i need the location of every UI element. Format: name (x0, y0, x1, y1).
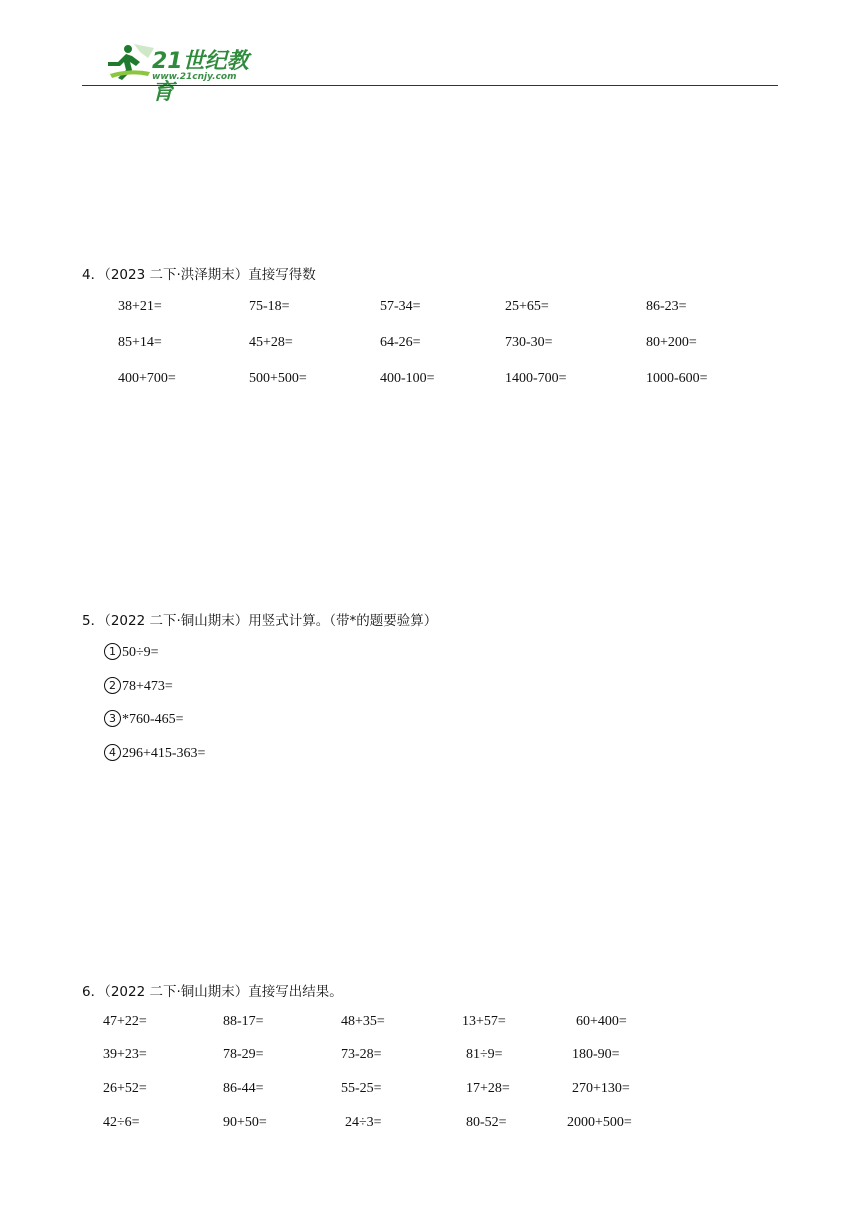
header-rule (82, 85, 778, 86)
q4-expression: 80+200= (646, 335, 697, 350)
q4-expression: 45+28= (249, 335, 293, 350)
q4-expression: 730-30= (505, 335, 553, 350)
q6-expression: 73-28= (341, 1047, 382, 1062)
logo-url: www.21cnjy.com (152, 72, 237, 82)
runner-logo-icon (104, 42, 156, 82)
q6-expression: 13+57= (462, 1014, 506, 1029)
q4-expression: 25+65= (505, 299, 549, 314)
question-6-title: 6．（2022 二下·铜山期末）直接写出结果。 (82, 984, 343, 1000)
q4-expression: 64-26= (380, 335, 421, 350)
q6-expression: 86-44= (223, 1081, 264, 1096)
circled-number: 4 (104, 744, 121, 761)
logo-text: 21世纪教育 (152, 49, 249, 105)
header-logo (100, 40, 270, 105)
q6-expression: 60+400= (576, 1014, 627, 1029)
q5-expression: 50÷9= (122, 645, 159, 660)
q6-expression: 90+50= (223, 1115, 267, 1130)
q4-expression: 57-34= (380, 299, 421, 314)
q4-expression: 500+500= (249, 371, 307, 386)
q6-expression: 39+23= (103, 1047, 147, 1062)
q6-expression: 81÷9= (466, 1047, 503, 1062)
question-5-title: 5．（2022 二下·铜山期末）用竖式计算。（带*的题要验算） (82, 613, 438, 629)
q5-item (104, 643, 159, 661)
q6-expression: 48+35= (341, 1014, 385, 1029)
q5-expression: *760-465= (122, 712, 184, 727)
q6-expression: 17+28= (466, 1081, 510, 1096)
circled-number: 2 (104, 677, 121, 694)
q6-expression: 26+52= (103, 1081, 147, 1096)
q4-expression: 75-18= (249, 299, 290, 314)
q6-expression: 42÷6= (103, 1115, 140, 1130)
q6-expression: 88-17= (223, 1014, 264, 1029)
q4-expression: 1400-700= (505, 371, 567, 386)
q4-expression: 85+14= (118, 335, 162, 350)
q6-expression: 180-90= (572, 1047, 620, 1062)
q6-expression: 80-52= (466, 1115, 507, 1130)
q4-expression: 400+700= (118, 371, 176, 386)
circled-number: 1 (104, 643, 121, 660)
q6-expression: 55-25= (341, 1081, 382, 1096)
circled-number: 3 (104, 710, 121, 727)
q6-expression: 24÷3= (345, 1115, 382, 1130)
q6-expression: 47+22= (103, 1014, 147, 1029)
question-4-title: 4．（2023 二下·洪泽期末）直接写得数 (82, 267, 316, 283)
q5-expression: 78+473= (122, 679, 173, 694)
q6-expression: 78-29= (223, 1047, 264, 1062)
q5-item (104, 677, 173, 695)
q5-item (104, 744, 205, 762)
q4-expression: 38+21= (118, 299, 162, 314)
q4-expression: 1000-600= (646, 371, 708, 386)
q6-expression: 2000+500= (567, 1115, 632, 1130)
q6-expression: 270+130= (572, 1081, 630, 1096)
q4-expression: 86-23= (646, 299, 687, 314)
q5-item (104, 710, 184, 728)
q5-expression: 296+415-363= (122, 746, 206, 761)
q4-expression: 400-100= (380, 371, 435, 386)
